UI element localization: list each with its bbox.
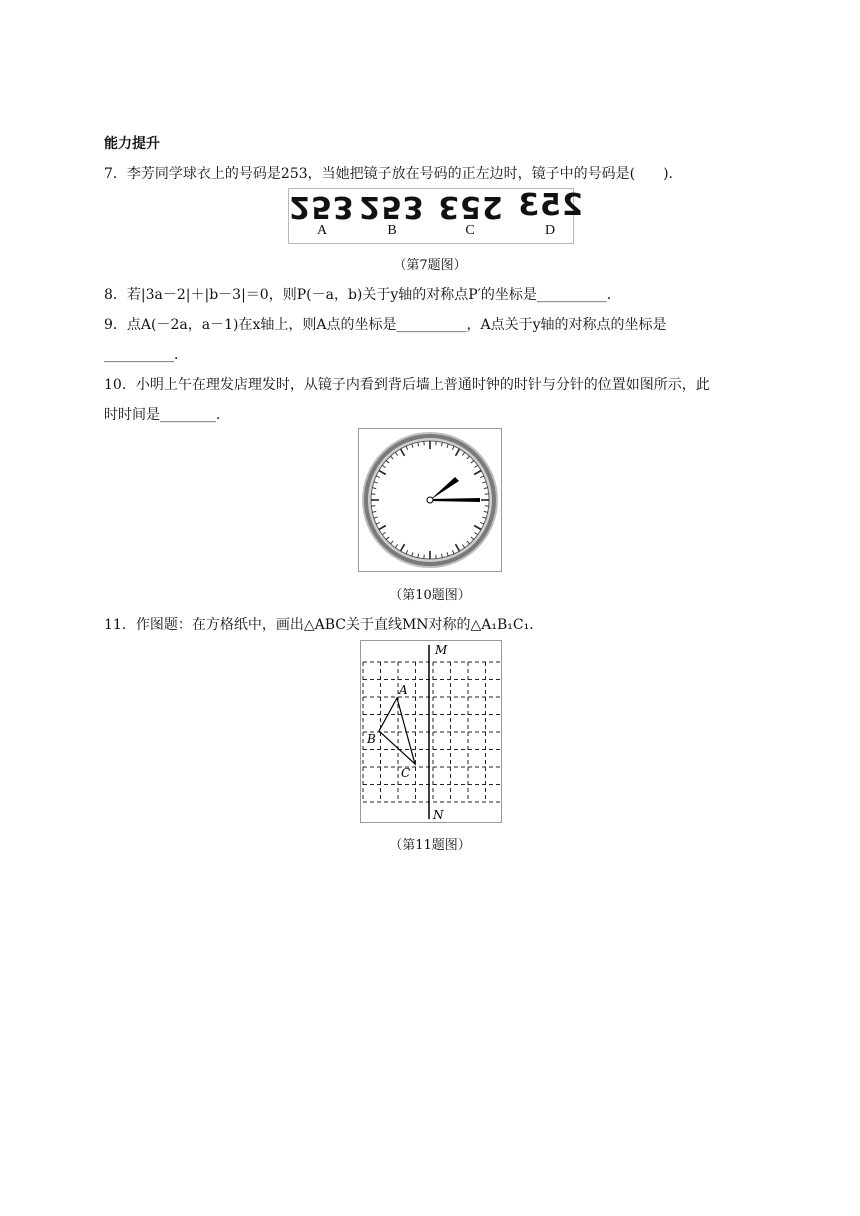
clock-figure bbox=[358, 428, 502, 572]
label-b: B bbox=[367, 732, 376, 746]
label-a: A bbox=[399, 683, 408, 697]
question-7-figure bbox=[288, 188, 583, 244]
option-a-number: 253 bbox=[289, 189, 355, 224]
question-10-line-1: 10．小明上午在理发店理发时，从镜子内看到背后墙上普通时钟的时针与分针的位置如图所示，此 bbox=[104, 377, 710, 393]
question-11-text: 11．作图题：在方格纸中，画出△ABC关于直线MN对称的△A₁B₁C₁． bbox=[104, 617, 544, 633]
dashed-grid bbox=[363, 662, 501, 802]
question-10-caption: （第10题图） bbox=[389, 588, 471, 603]
clock-center bbox=[427, 497, 433, 503]
option-d-label: D bbox=[544, 223, 556, 238]
question-7-text: 7．李芳同学球衣上的号码是253，当她把镜子放在号码的正左边时，镜子中的号码是( )． bbox=[104, 166, 683, 182]
grid-svg bbox=[361, 641, 501, 822]
option-a bbox=[287, 189, 357, 239]
option-c-label: C bbox=[465, 223, 475, 238]
option-d bbox=[515, 189, 585, 239]
grid-figure bbox=[360, 640, 502, 823]
question-9-line-1: 9．点A(－2a，a－1)在x轴上，则A点的坐标是__________，A点关于y轴的对称点的坐标是 bbox=[104, 317, 667, 333]
clock-face bbox=[359, 429, 501, 571]
option-c bbox=[435, 189, 505, 239]
question-7-caption: （第7题图） bbox=[393, 258, 467, 273]
label-c: C bbox=[401, 766, 411, 780]
label-n: N bbox=[433, 808, 444, 822]
question-10-line-2: 时时间是________． bbox=[104, 407, 230, 423]
label-m: M bbox=[435, 643, 448, 657]
question-8-text: 8．若|3a－2|＋|b－3|＝0，则P(－a，b)关于y轴的对称点P′的坐标是__________． bbox=[104, 287, 621, 303]
section-title: 能力提升 bbox=[104, 136, 160, 152]
question-11-caption: （第11题图） bbox=[389, 838, 471, 853]
option-b-number: 253 bbox=[359, 189, 425, 224]
option-b-label: B bbox=[387, 223, 397, 238]
option-b bbox=[357, 189, 427, 239]
minute-hand bbox=[430, 499, 479, 501]
option-c-number: 253 bbox=[437, 189, 503, 224]
option-a-label: A bbox=[316, 223, 328, 238]
option-d-number: 253 bbox=[517, 188, 583, 223]
triangle-abc bbox=[379, 698, 415, 764]
question-9-line-2: __________． bbox=[104, 347, 188, 363]
